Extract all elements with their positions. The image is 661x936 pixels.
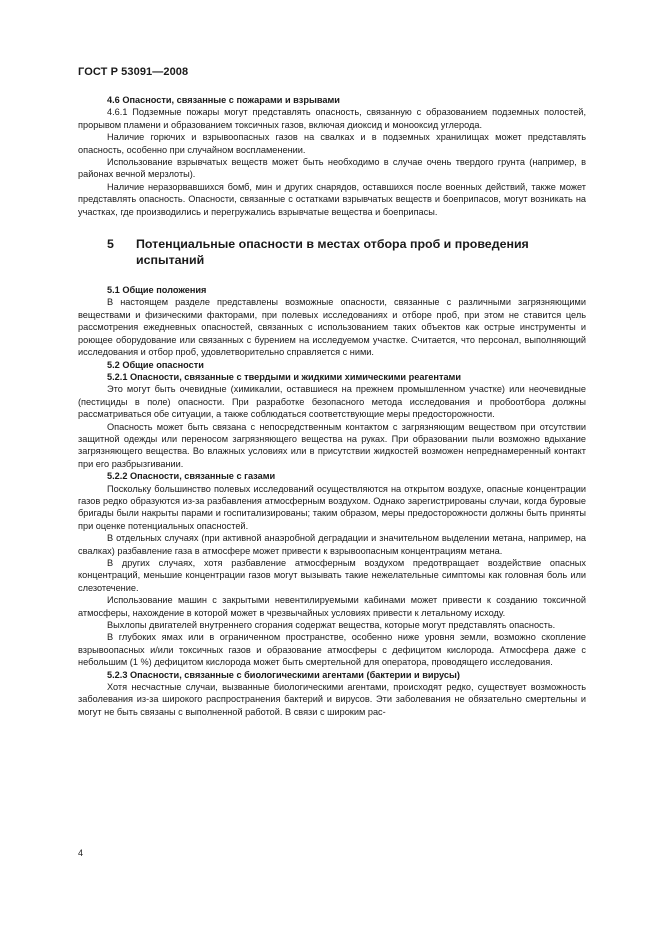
paragraph: Наличие неразорвавшихся бомб, мин и других снарядов, оставшихся после военных действий, также может представлять опасность. Опасности, связанные с остатками взрывчатых веществ и боеприпасов, могут возникать на участках, где производились и перегружались взрывчатые вещества и боеприпасы.	[78, 181, 586, 217]
paragraph: Наличие горючих и взрывоопасных газов на свалках и в подземных хранилищах может представлять опасность, особенно при случайном воспламенении.	[78, 132, 586, 155]
subsection-heading: 4.6 Опасности, связанные с пожарами и взрывами	[107, 95, 340, 105]
paragraph: В отдельных случаях (при активной анаэробной деградации и значительном выделении метана, например, на свалках) разбавление газа в атмосфере может привести к взрывоопасным концентрациям метана.	[78, 533, 586, 556]
paragraph: Использование взрывчатых веществ может быть необходимо в случае очень твердого грунта (например, в районах вечной мерзлоты).	[78, 157, 586, 180]
page-number: 4	[78, 848, 84, 858]
paragraph: Это могут быть очевидные (химикалии, оставшиеся на прежнем промышленном участке) или неочевидные (пестициды в поле) опасности. При разработке безопасного метода исследования и пробоотбора должны рассматриваться обе ситуации, а также соблюдаться соответствующие меры предосторожности.	[78, 384, 586, 420]
section-heading	[78, 237, 586, 268]
subsection-heading: 5.2.1 Опасности, связанные с твердыми и жидкими химическими реагентами	[107, 371, 462, 382]
page-body	[78, 94, 586, 718]
subsection-heading: 5.1 Общие положения	[107, 285, 207, 296]
paragraph: В глубоких ямах или в ограниченном пространстве, особенно ниже уровня земли, возможно скопление взрывоопасных и/или токсичных газов и образование атмосферы с дефицитом кислорода. Атмосфера даже с небольшим (1 %) дефицитом кислорода может быть смертельной для оператора, проводящего исследования.	[78, 632, 586, 668]
subsection-heading: 5.2 Общие опасности	[107, 359, 204, 370]
document-header: ГОСТ Р 53091—2008	[78, 66, 189, 78]
paragraph: В настоящем разделе представлены возможные опасности, связанные с различными загрязняющими веществами и физическими факторами, при полевых исследованиях и отборе проб, при этом не ставится цель рассмотрения ежедневных опасностей, связанных с использованием таких объектов как острые инструменты и роющее оборудование или связанных с бурением на исследуемом участке. Считается, что персонал, выполняющий исследования и отбор проб, удовлетворительно справляется с ними.	[78, 297, 586, 358]
paragraph: В других случаях, хотя разбавление атмосферным воздухом предотвращает воздействие опасных концентраций, меньшие концентрации газов могут вызывать такие нежелательные симптомы как головная боль или слезотечение.	[78, 558, 586, 593]
paragraph: Поскольку большинство полевых исследований осуществляются на открытом воздухе, опасные концентрации газов редко образуются из-за разбавления атмосферным воздухом. Однако зарегистрированы случаи, когда буровые бригады были накрыты парами и госпитализированы; таким образом, меры предосторожности должны быть приняты при оценке потенциальных опасностей.	[78, 483, 586, 531]
paragraph: Использование машин с закрытыми невентилируемыми кабинами может привести к созданию токсичной атмосферы, нахождение в которой может в чрезвычайных условиях привести к летальному исходу.	[78, 595, 586, 618]
subsection-heading: 5.2.2 Опасности, связанные с газами	[107, 471, 276, 482]
subsection-heading: 5.2.3 Опасности, связанные с биологическими агентами (бактерии и вирусы)	[107, 669, 460, 680]
section-number: 5	[107, 237, 114, 252]
paragraph: Хотя несчастные случаи, вызванные биологическими агентами, происходят редко, существует возможность заболевания из-за широкого распространения бактерий и вирусов. Эти заболевания не обязательно смертельны и могут не быть связаны с выполненной работой. В связи с широким рас-	[78, 682, 586, 717]
section-title: Потенциальные опасности в местах отбора проб и проведения испытаний	[136, 237, 529, 267]
paragraph: Опасность может быть связана с непосредственным контактом с загрязняющим веществом при отсутствии защитной одежды или переносом загрязняющего вещества на руках. При образовании пыли возможно вдыхание загрязняющего вещества. Во влажных условиях или в присутствии жидкостей возможен непреднамеренный контакт при его разбрызгивании.	[78, 421, 586, 469]
paragraph: Выхлопы двигателей внутреннего сгорания содержат вещества, которые могут представлять опасность.	[107, 620, 556, 631]
paragraph: 4.6.1 Подземные пожары могут представлять опасность, связанную с образованием подземных полостей, прорывом пламени и образованием токсичных газов, включая диоксид и монооксид углерода.	[78, 107, 586, 130]
